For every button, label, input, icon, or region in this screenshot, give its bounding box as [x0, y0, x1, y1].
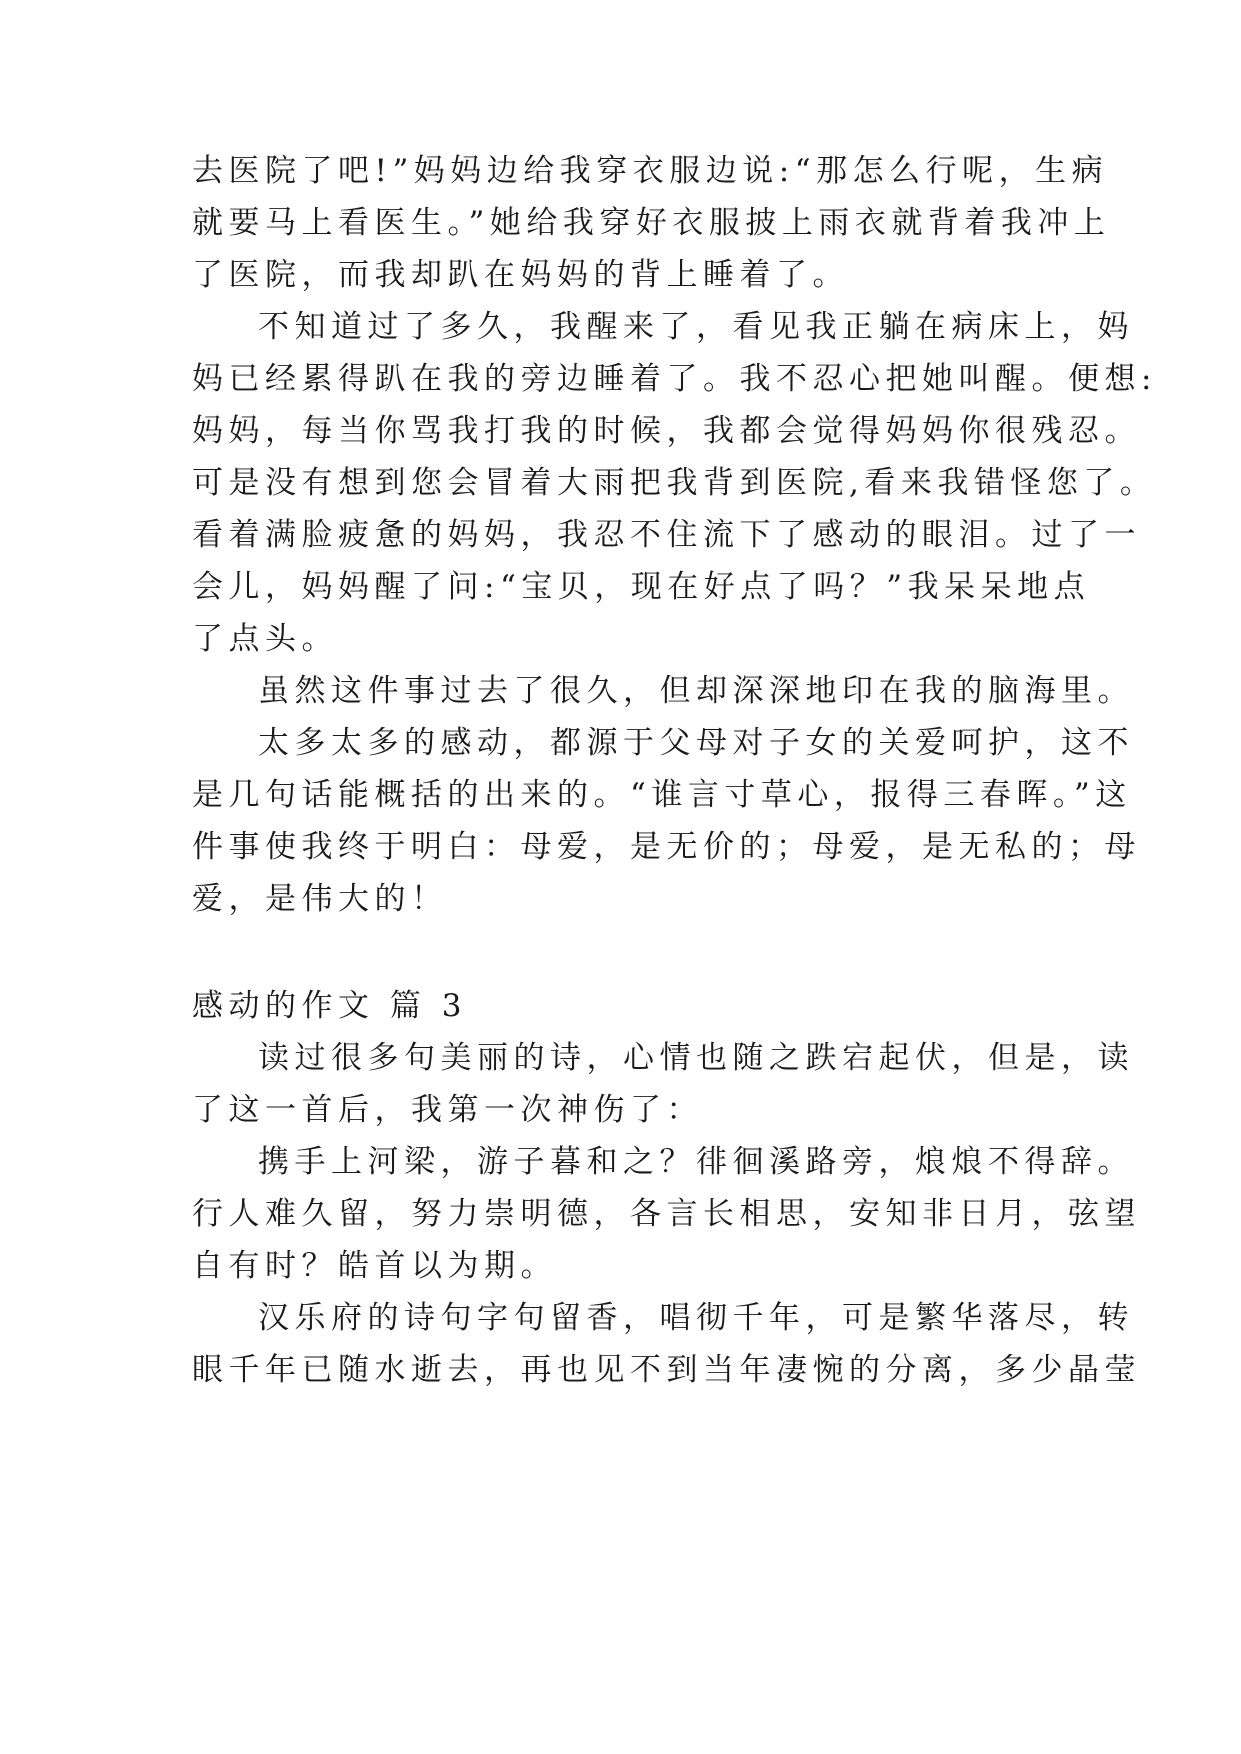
paragraph-first-line: 汉乐府的诗句字句留香，唱彻千年，可是繁华落尽，转	[258, 1300, 1134, 1336]
poem-line: 自有时？皓首以为期。	[192, 1248, 557, 1284]
body-text-line: 妈已经累得趴在我的旁边睡着了。我不忍心把她叫醒。便想:	[192, 361, 1157, 397]
body-text-line: 了点头。	[192, 621, 338, 657]
paragraph-first-line: 虽然这件事过去了很久，但却深深地印在我的脑海里。	[258, 673, 1134, 709]
body-text-line: 可是没有想到您会冒着大雨把我背到医院,看来我错怪您了。	[192, 465, 1157, 501]
body-text-line: 看着满脸疲惫的妈妈，我忍不住流下了感动的眼泪。过了一	[192, 517, 1141, 553]
body-text-line: 就要马上看医生。”她给我穿好衣服披上雨衣就背着我冲上	[192, 205, 1111, 241]
body-text-line: 件事使我终于明白：母爱，是无价的；母爱，是无私的；母	[192, 829, 1141, 865]
body-text-line: 会儿，妈妈醒了问:“宝贝，现在好点了吗？”我呆呆地点	[192, 569, 1091, 605]
body-text-line: 了这一首后，我第一次神伤了：	[192, 1092, 703, 1128]
body-text-line: 眼千年已随水逝去，再也见不到当年凄惋的分离，多少晶莹	[192, 1352, 1141, 1388]
section-heading: 感动的作文 篇 3	[192, 988, 467, 1024]
body-text-line: 爱，是伟大的！	[192, 881, 448, 917]
body-text-line: 去医院了吧!”妈妈边给我穿衣服边说:“那怎么行呢，生病	[192, 153, 1109, 189]
poem-line: 行人难久留，努力崇明德，各言长相思，安知非日月，弦望	[192, 1196, 1141, 1232]
body-text-line: 是几句话能概括的出来的。“谁言寸草心，报得三春晖。”这	[192, 777, 1132, 813]
paragraph-first-line: 读过很多句美丽的诗，心情也随之跌宕起伏，但是，读	[258, 1040, 1134, 1076]
body-text-line: 了医院，而我却趴在妈妈的背上睡着了。	[192, 257, 849, 293]
paragraph-first-line: 太多太多的感动，都源于父母对子女的关爱呵护，这不	[258, 725, 1134, 761]
paragraph-first-line: 不知道过了多久，我醒来了，看见我正躺在病床上，妈	[258, 309, 1134, 345]
poem-first-line: 携手上河梁，游子暮和之？徘徊溪路旁，烺烺不得辞。	[258, 1144, 1134, 1180]
body-text-line: 妈妈，每当你骂我打我的时候，我都会觉得妈妈你很残忍。	[192, 413, 1141, 449]
